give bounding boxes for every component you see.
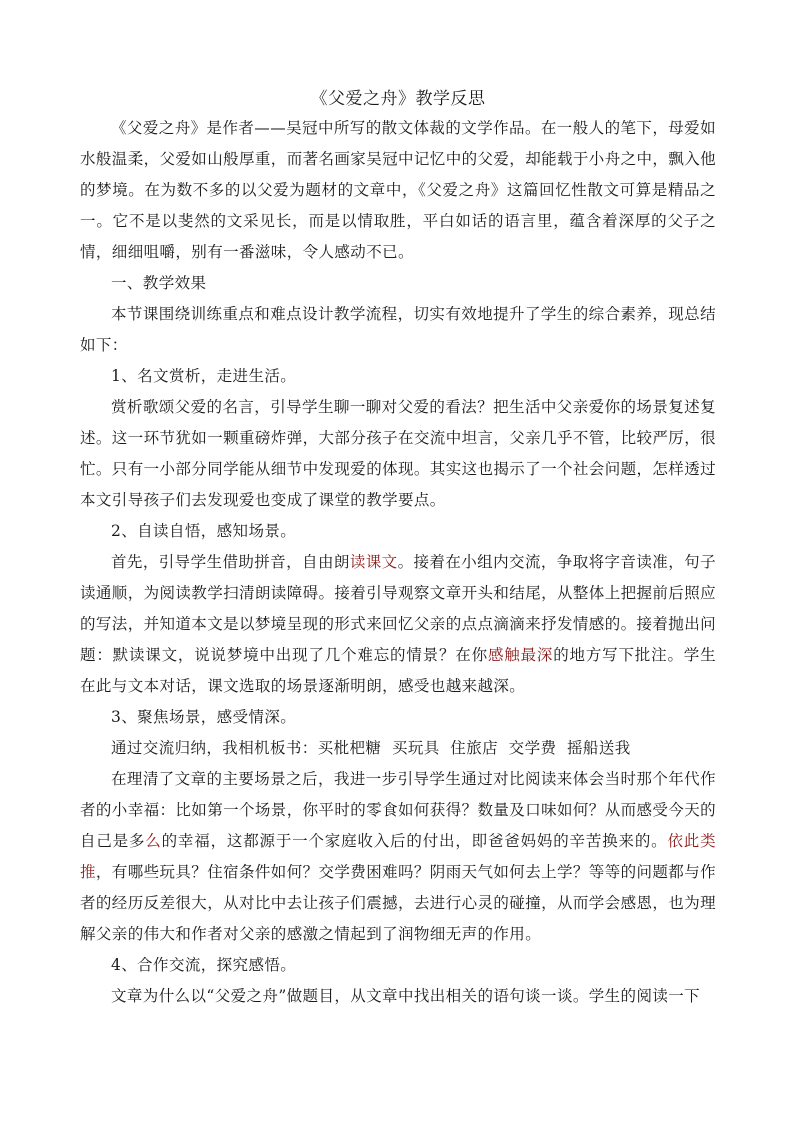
document-title: 《父爱之舟》教学反思 — [310, 89, 486, 109]
highlighted-text: 读课文 — [349, 553, 398, 571]
text-segment: 的地方写下批注。学生在此与文本对话，课文选取的场景逐渐明朗，感受也越来越深。 — [80, 646, 716, 695]
text-segment: 首先，引导学生借助拼音，自由朗 — [111, 553, 350, 571]
highlighted-text: 感触最深 — [487, 646, 554, 664]
section-summary-paragraph: 本节课围绕训练重点和难点设计教学流程，切实有效地提升了学生的综合素养，现总结如下： — [80, 305, 716, 354]
highlighted-text: 依此类推 — [80, 832, 717, 881]
section-heading-teaching-effect: 一、教学效果 — [111, 274, 207, 292]
text-segment: 的幸福，这都源于一个家庭收入后的付出，即爸爸妈妈的辛苦换来的。 — [161, 832, 668, 850]
item-heading-2: 2、自读自悟，感知场景。 — [111, 522, 297, 540]
text-segment: ，有哪些玩具？住宿条件如何？交学费困难吗？阴雨天气如何去上学？等等的问题都与作者的经历反差很大，从对比中去让孩子们震撼，去进行心灵的碰撞，从而学会感恩，也为理解父亲的伟大和作者对父亲的感激之情起到了润物细无声的作用。 — [80, 863, 717, 943]
document-page — [80, 86, 716, 1012]
item-paragraph-2 — [80, 547, 716, 702]
intro-paragraph: 《父爱之舟》是作者——吴冠中所写的散文体裁的文学作品。在一般人的笔下，母爱如水般温柔，父爱如山般厚重，而著名画家吴冠中记忆中的父爱，却能载于小舟之中，飘入他的梦境。在为数不多的以父爱为题材的文章中，《父爱之舟》这篇回忆性散文可算是精品之一。它不是以斐然的文采见长，而是以情取胜，平白如话的语言里，蕴含着深厚的父子之情，细细咀嚼，别有一番滋味，令人感动不已。 — [80, 119, 717, 261]
highlighted-text: 么 — [145, 832, 162, 850]
item-heading-3: 3、聚焦场景，感受情深。 — [111, 708, 297, 726]
item-heading-4: 4、合作交流，探究感悟。 — [111, 956, 297, 974]
text-segment: 。接着在小组内交流，争取将字音读准，句子读通顺，为阅读教学扫清朗读障碍。接着引导观察文章开头和结尾，从整体上把握前后照应的写法，并知道本文是以梦境呈现的形式来回忆父亲的点点滴滴来抒发情感的。接着抛出问题：默读课文，说说梦境中出现了几个难忘的情景？在你 — [80, 553, 717, 664]
blackboard-summary: 通过交流归纳，我相机板书：买枇杷糖 买玩具 住旅店 交学费 摇船送我 — [111, 739, 631, 757]
text-segment: 在理清了文章的主要场景之后，我进一步引导学生通过对比阅读来体会当时那个年代作者的小幸福：比如第一个场景，你平时的零食如何获得？数量及口味如何？从而感受今天的自己是多 — [80, 770, 717, 850]
item-paragraph-3 — [80, 764, 716, 950]
item-paragraph-4: 文章为什么以“父爱之舟”做题目，从文章中找出相关的语句谈一谈。学生的阅读一下 — [111, 987, 701, 1005]
item-paragraph-1: 赏析歌颂父爱的名言，引导学生聊一聊对父爱的看法？把生活中父亲爱你的场景复述复述。这一环节犹如一颗重磅炸弹，大部分孩子在交流中坦言，父亲几乎不管，比较严厉，很忙。只有一小部分同学能从细节中发现爱的体现。其实这也揭示了一个社会问题，怎样透过本文引导孩子们去发现爱也变成了课堂的教学要点。 — [80, 398, 717, 509]
item-heading-1: 1、名文赏析，走进生活。 — [111, 367, 297, 385]
